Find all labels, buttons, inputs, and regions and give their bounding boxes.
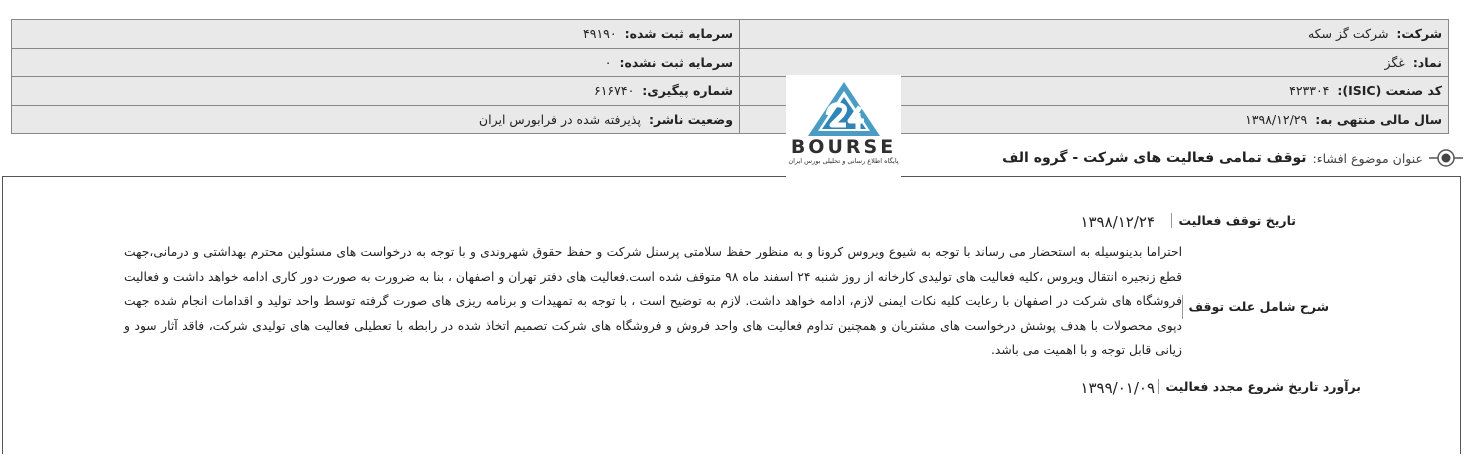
tracking-cell xyxy=(12,77,740,106)
symbol-label: نماد: xyxy=(1412,54,1442,70)
disclosure-subject xyxy=(1002,147,1463,169)
company-cell xyxy=(740,20,1449,49)
stop-date-row xyxy=(0,213,1473,235)
symbol-value: غگز xyxy=(1384,54,1405,70)
fiscal-year-value: ۱۳۹۸/۱۲/۲۹ xyxy=(1245,111,1308,127)
unregistered-capital-value: ۰ xyxy=(604,54,612,70)
isic-label: کد صنعت (ISIC): xyxy=(1337,83,1442,99)
unregistered-capital-cell xyxy=(12,48,740,77)
stop-date-label: تاریخ توقف فعالیت xyxy=(1171,213,1296,228)
company-info-table xyxy=(11,19,1449,134)
logo-tagline: پایگاه اطلاع رسانی و تحلیلی بورس ایران xyxy=(788,157,899,165)
restart-date-value: ۱۳۹۹/۰۱/۰۹ xyxy=(1080,379,1155,397)
bourse24-logo xyxy=(786,75,901,181)
tracking-label: شماره پیگیری: xyxy=(642,83,733,99)
info-row-symbol xyxy=(12,48,1449,77)
info-row-isic xyxy=(12,77,1449,106)
isic-value: ۴۲۳۳۰۴ xyxy=(1289,83,1330,99)
publisher-status-value: پذیرفته شده در فرابورس ایران xyxy=(478,111,641,127)
company-label: شرکت: xyxy=(1396,26,1442,42)
restart-date-row xyxy=(0,379,1473,401)
symbol-cell xyxy=(740,48,1449,77)
registered-capital-cell xyxy=(12,20,740,49)
publisher-status-cell xyxy=(12,105,740,134)
company-value: شرکت گز سکه xyxy=(1307,26,1389,42)
subject-title: توقف تمامی فعالیت های شرکت - گروه الف xyxy=(1002,150,1307,166)
unregistered-capital-label: سرمایه ثبت نشده: xyxy=(619,54,733,70)
info-row-company xyxy=(12,20,1449,49)
registered-capital-value: ۴۹۱۹۰ xyxy=(583,26,617,42)
publisher-status-label: وضعیت ناشر: xyxy=(648,111,733,127)
registered-capital-label: سرمایه ثبت شده: xyxy=(624,26,733,42)
stop-date-value: ۱۳۹۸/۱۲/۲۴ xyxy=(1080,213,1155,231)
subject-label: عنوان موضوع افشاء: xyxy=(1312,150,1423,166)
info-row-fiscal xyxy=(12,105,1449,134)
target-icon xyxy=(1429,147,1463,169)
restart-date-label: برآورد تاریخ شروع مجدد فعالیت xyxy=(1158,379,1361,394)
logo-wordmark: BOURSE xyxy=(790,136,897,158)
reason-label: شرح شامل علت توقف xyxy=(1182,295,1330,319)
tracking-value: ۶۱۶۷۴۰ xyxy=(594,83,635,99)
logo-mountain-icon xyxy=(806,81,882,137)
fiscal-year-label: سال مالی منتهی به: xyxy=(1315,111,1442,127)
reason-text: احتراما بدینوسیله به استحضار می رساند با توجه به شیوع ویروس کرونا و به منظور حفظ سلامتی پرسنل شرکت و حفظ حقوق شهروندی و با توجه به درخواست های مسئولین محترم بهداشتی و درمانی،جهت قطع زنجیره انتقال ویروس ،کلیه فعالیت های تولیدی کارخانه از روز شنبه ۲۴ اسفند ماه ۹۸ متوقف شده است.فعالیت های دفتر تهران و اصفهان ، بنا به ضرورت به صورت دور کاری ادامه خواهد داشت و فعالیت فروشگاه های شرکت در اصفهان با رعایت کلیه نکات ایمنی لازم، ادامه خواهد داشت. لازم به توضیح است ، با توجه به تمهیدات و برنامه ریزی های صورت گرفته توسط واحد تولید و اقدامات انجام شده جهت دپوی محصولات با هدف پوشش درخواست های مشتریان و همچنین تداوم فعالیت های واحد فروش و فروشگاه های شرکت تصمیم اتخاذ شده در رابطه با تعطیلی فعالیت های تولیدی شرکت، فاقد آثار سود و زیانی قابل توجه و با اهمیت می باشد. xyxy=(124,245,1183,357)
